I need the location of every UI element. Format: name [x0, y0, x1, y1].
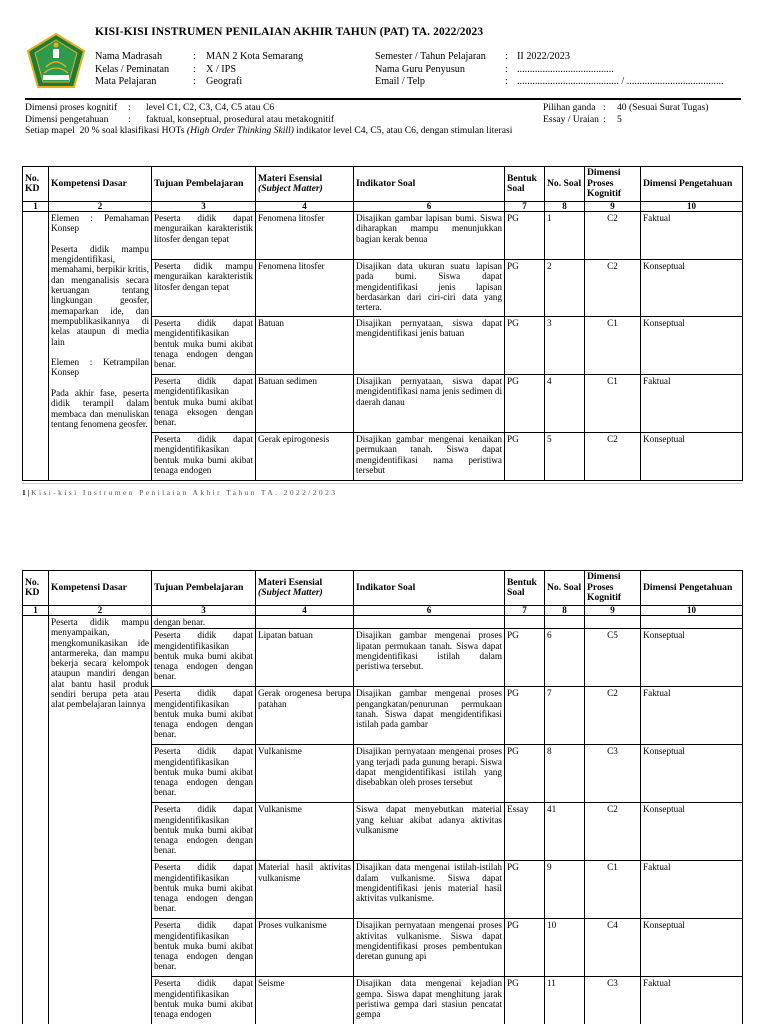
bentuk-cell: Essay	[505, 803, 545, 861]
table-header-row	[23, 571, 743, 606]
materi-cell: Fenomena litosfer	[256, 260, 354, 317]
col-header: No. KD	[23, 571, 49, 606]
pengetahuan-cell: Konseptual	[641, 919, 743, 977]
info-label: Nama Guru Penyusun	[375, 63, 465, 75]
col-header: Indikator Soal	[354, 571, 505, 606]
indikator-cell: Disajikan gambar mengenai kenaikan permukaan tanah. Siswa dapat mengidentifikasi nama peristiwa tersebut	[354, 433, 505, 481]
kognitif-cell: C1	[585, 317, 641, 375]
bentuk-cell: PG	[505, 919, 545, 977]
kognitif-cell: C2	[585, 803, 641, 861]
info-label: Email / Telp	[375, 76, 426, 87]
materi-cell: Vulkanisme	[256, 745, 354, 803]
materi-cell: Gerak orogenesa berupa patahan	[256, 687, 354, 745]
col-header: Tujuan Pembelajaran	[152, 571, 256, 606]
no-soal-cell: 8	[545, 745, 585, 803]
document-title: KISI-KISI INSTRUMEN PENILAIAN AKHIR TAHUN (PAT) TA. 2022/2023	[95, 26, 484, 38]
col-header: Dimensi Proses Kognitif	[585, 571, 641, 606]
hots-text-2: indikator level C4, C5, atau C6, dengan stimulan literasi	[293, 125, 513, 136]
no-soal-cell	[545, 616, 585, 629]
bentuk-cell: PG	[505, 687, 545, 745]
no-soal-cell: 10	[545, 919, 585, 977]
count-value: 5	[617, 113, 622, 125]
count-label: Essay / Uraian	[543, 113, 599, 125]
col-number: 8	[545, 202, 585, 212]
col-header: Kompetensi Dasar	[49, 167, 152, 202]
materi-cell: Material hasil aktivitas vulkanisme	[256, 861, 354, 919]
col-number: 9	[585, 202, 641, 212]
tujuan-cell: dengan benar.	[152, 616, 256, 629]
kompetensi-dasar-cell: Elemen : Pemahaman Konsep Peserta didik mampu mengidentifikasi, memahami, berpikir kritis, dan menganalisis secara keruangan tentang lingkungan geosfer, memaparkan ide, dan mempublikasikannya di kelas ataupun di media lain Elemen : Ketrampilan Konsep Pada akhir fase, peserta didik terampil dalam membaca dan menuliskan tentang fenomena geosfer.	[49, 212, 152, 481]
no-kd-cell	[23, 616, 49, 1024]
tujuan-cell: Peserta didik dapat mengidentifikasikan bentuk muka bumi akibat tenaga endogen dengan benar.	[152, 687, 256, 745]
info-label: Mata Pelajaran	[95, 76, 157, 87]
col-header: Bentuk Soal	[505, 571, 545, 606]
bentuk-cell: PG	[505, 212, 545, 260]
semester-info: Semester / Tahun Pelajaran : II 2022/2023 Nama Guru Penyusun : ...................................... Email / Telp : ........................................ / ......................................	[375, 51, 724, 87]
bentuk-cell: PG	[505, 629, 545, 687]
col-header: No. Soal	[545, 571, 585, 606]
materi-cell: Batuan sedimen	[256, 375, 354, 433]
col-header: Tujuan Pembelajaran	[152, 167, 256, 202]
page-2	[0, 552, 768, 1024]
materi-cell: Vulkanisme	[256, 803, 354, 861]
bentuk-cell: PG	[505, 977, 545, 1024]
pengetahuan-cell: Faktual	[641, 375, 743, 433]
bentuk-cell: PG	[505, 317, 545, 375]
dim-value: faktual, konseptual, prosedural atau metakognitif	[146, 113, 335, 125]
pengetahuan-cell: Faktual	[641, 212, 743, 260]
col-number: 4	[256, 606, 354, 616]
indikator-cell: Disajikan pernyataan, siswa dapat mengidentifikasi nama jenis sedimen di daerah danau	[354, 375, 505, 433]
kisi-kisi-table-1	[22, 166, 743, 481]
table-header-row	[23, 167, 743, 202]
col-number: 3	[152, 202, 256, 212]
count-label: Pilihan ganda	[543, 102, 596, 113]
hots-note	[25, 125, 745, 137]
tujuan-cell: Peserta didik dapat mengidentifikasikan bentuk muka bumi akibat tenaga endogen	[152, 977, 256, 1024]
no-soal-cell: 6	[545, 629, 585, 687]
materi-cell: Proses vulkanisme	[256, 919, 354, 977]
tujuan-cell: Peserta didik dapat mengidentifikasikan bentuk muka bumi akibat tenaga endogen dengan benar.	[152, 861, 256, 919]
indikator-cell: Disajikan data mengenai istilah-istilah dalam vulkanisme. Siswa dapat mengidentifikasi jenis material hasil aktivitas vulkanisme.	[354, 861, 505, 919]
kognitif-cell: C3	[585, 745, 641, 803]
indikator-cell: Disajikan pernyataan mengenai proses aktivitas vulkanisme. Siswa dapat mengidentifikasi proses pembentukan deretan gunung api	[354, 919, 505, 977]
bentuk-cell: PG	[505, 861, 545, 919]
bentuk-cell	[505, 616, 545, 629]
info-label: Kelas / Peminatan	[95, 63, 170, 75]
column-number-row	[23, 606, 743, 616]
info-value: MAN 2 Kota Semarang	[206, 51, 304, 62]
header-divider	[25, 98, 741, 100]
materi-cell: Lipatan batuan	[256, 629, 354, 687]
tujuan-cell: Peserta didik dapat mengidentifikasikan bentuk muka bumi akibat tenaga endogen dengan benar.	[152, 317, 256, 375]
tujuan-cell: Peserta didik dapat mengidentifikasikan bentuk muka bumi akibat tenaga endogen dengan benar.	[152, 629, 256, 687]
pengetahuan-cell	[641, 616, 743, 629]
info-value: X / IPS	[206, 63, 237, 75]
page-gap	[0, 505, 768, 552]
info-value: ......................................	[517, 63, 614, 75]
pengetahuan-cell: Konseptual	[641, 260, 743, 317]
indikator-cell: Disajikan pernyataan mengenai proses yang terjadi pada gunung berapi. Siswa dapat mengidentifikasi istilah yang disebabkan oleh proses tersebut	[354, 745, 505, 803]
no-kd-cell	[23, 212, 49, 481]
no-soal-cell: 7	[545, 687, 585, 745]
bentuk-cell: PG	[505, 260, 545, 317]
col-header-em: (Subject Matter)	[258, 587, 323, 598]
tujuan-cell: Peserta didik dapat mengidentifikasikan bentuk muka bumi akibat tenaga endogen dengan benar.	[152, 919, 256, 977]
page-footer: 1 | Kisi-kisi Instrumen Penilaian Akhir Tahun TA. 2022/2023	[22, 488, 338, 497]
footer-divider	[22, 483, 742, 484]
pengetahuan-cell: Konseptual	[641, 629, 743, 687]
indikator-cell: Disajikan pernyataan, siswa dapat mengidentifikasi jenis batuan	[354, 317, 505, 375]
col-header: Dimensi Pengetahuan	[641, 571, 743, 606]
count-value: 40 (Sesuai Surat Tugas)	[617, 102, 709, 113]
no-soal-cell: 4	[545, 375, 585, 433]
tujuan-cell: Peserta didik dapat mengidentifikasikan bentuk muka bumi akibat tenaga eksogen dengan benar.	[152, 375, 256, 433]
bentuk-cell: PG	[505, 375, 545, 433]
col-number: 4	[256, 202, 354, 212]
info-value: II 2022/2023	[517, 51, 570, 62]
col-number: 9	[585, 606, 641, 616]
bentuk-cell: PG	[505, 433, 545, 481]
col-header-text: Materi Esensial	[258, 576, 323, 588]
kognitif-cell: C1	[585, 861, 641, 919]
materi-cell: Batuan	[256, 317, 354, 375]
kognitif-cell: C2	[585, 433, 641, 481]
col-header: Dimensi Pengetahuan	[641, 167, 743, 202]
pengetahuan-cell: Konseptual	[641, 433, 743, 481]
col-header: Dimensi Proses Kognitif	[585, 167, 641, 202]
dim-label: Dimensi pengetahuan	[25, 113, 109, 125]
kemenag-logo	[26, 33, 86, 89]
col-header: Indikator Soal	[354, 167, 505, 202]
column-number-row	[23, 202, 743, 212]
school-info: Nama Madrasah : MAN 2 Kota Semarang Kelas / Peminatan : X / IPS Mata Pelajaran : Geografi	[95, 51, 304, 87]
indikator-cell: Disajikan gambar mengenai proses lipatan permukaan tanah. Siswa dapat mengidentifikasi istilah dalam peristiwa tersebut.	[354, 629, 505, 687]
indikator-cell: Disajikan data mengenai kejadian gempa. Siswa dapat menghitung jarak peristiwa gempa dari stasiun pencatat gempa	[354, 977, 505, 1024]
kognitif-cell: C2	[585, 260, 641, 317]
question-counts: Pilihan ganda : 40 (Sesuai Surat Tugas) Essay / Uraian : 5	[543, 102, 709, 125]
kognitif-cell: C2	[585, 212, 641, 260]
col-header: No. Soal	[545, 167, 585, 202]
info-label: Nama Madrasah	[95, 51, 163, 62]
col-header	[256, 571, 354, 606]
kognitif-cell: C1	[585, 375, 641, 433]
materi-cell: Seisme	[256, 977, 354, 1024]
table-row	[23, 212, 743, 260]
indikator-cell: Disajikan data ukuran suatu lapisan pada bumi. Siswa dapat mengidentifikasi jenis lapisan berdasarkan dari ciri-ciri data yang tertera.	[354, 260, 505, 317]
tujuan-cell: Peserta didik dapat mengidentifikasikan bentuk muka bumi akibat tenaga endogen	[152, 433, 256, 481]
dimension-notes: Dimensi proses kognitif : level C1, C2, C3, C4, C5 atau C6 Dimensi pengetahuan : faktual, konseptual, prosedural atau metakognitif Setiap mapel 20 % soal klasifikasi HOTs (High Order Thinking Skill) indikator level C4, C5, atau C6, dengan stimulan literasi	[25, 102, 745, 137]
no-soal-cell: 2	[545, 260, 585, 317]
materi-cell: Gerak epirogonesis	[256, 433, 354, 481]
col-number: 10	[641, 606, 743, 616]
col-number: 1	[23, 606, 49, 616]
tujuan-cell: Peserta didik dapat mengidentifikasikan bentuk muka bumi akibat tenaga endogen dengan benar.	[152, 803, 256, 861]
indikator-cell: Disajikan gambar mengenai proses pengangkatan/penurunan permukaan tanah. Siswa dapat mengidentifikasi istilah pada gambar	[354, 687, 505, 745]
col-number: 6	[354, 202, 505, 212]
pengetahuan-cell: Faktual	[641, 861, 743, 919]
col-number: 1	[23, 202, 49, 212]
col-number: 3	[152, 606, 256, 616]
kisi-kisi-table-2	[22, 570, 743, 1024]
col-header: No. KD	[23, 167, 49, 202]
col-number: 7	[505, 202, 545, 212]
dim-value: level C1, C2, C3, C4, C5 atau C6	[146, 102, 275, 113]
page-number: 1	[22, 488, 26, 497]
col-header: Kompetensi Dasar	[49, 571, 152, 606]
col-number: 2	[49, 202, 152, 212]
no-soal-cell: 1	[545, 212, 585, 260]
hots-text: Setiap mapel 20 % soal klasifikasi HOTs	[25, 125, 187, 136]
pengetahuan-cell: Konseptual	[641, 745, 743, 803]
kognitif-cell	[585, 616, 641, 629]
info-value: Geografi	[206, 76, 243, 87]
hots-em: (High Order Thinking Skill)	[186, 125, 294, 136]
no-soal-cell: 11	[545, 977, 585, 1024]
col-header-em: (Subject Matter)	[258, 183, 323, 194]
footer-text: Kisi-kisi Instrumen Penilaian Akhir Tahun TA. 2022/2023	[31, 488, 338, 497]
indikator-cell: Siswa dapat menyebutkan material yang keluar akibat adanya aktivitas vulkanisme	[354, 803, 505, 861]
tujuan-cell: Peserta didik dapat menguraikan karakteristik litosfer dengan tepat	[152, 212, 256, 260]
materi-cell: Fenomena litosfer	[256, 212, 354, 260]
info-value: ........................................ / ......................................	[517, 76, 724, 87]
no-soal-cell: 9	[545, 861, 585, 919]
kognitif-cell: C2	[585, 687, 641, 745]
col-number: 7	[505, 606, 545, 616]
pengetahuan-cell: Konseptual	[641, 317, 743, 375]
info-label: Semester / Tahun Pelajaran	[375, 51, 486, 62]
pengetahuan-cell: Konseptual	[641, 803, 743, 861]
kompetensi-dasar-cell: Peserta didik mampu menyampaikan, mengkomunikasikan ide antarmereka, dan mampu bekerja secara kelompok ataupun mandiri dengan alat bantu hasil produk sendiri berupa peta atau alat pembelajaran lainnya	[49, 616, 152, 1024]
pengetahuan-cell: Faktual	[641, 687, 743, 745]
col-header	[256, 167, 354, 202]
tujuan-cell: Peserta didik dapat mengidentifikasikan bentuk muka bumi akibat tenaga endogen dengan benar.	[152, 745, 256, 803]
no-soal-cell: 41	[545, 803, 585, 861]
materi-cell	[256, 616, 354, 629]
page-1	[0, 0, 768, 505]
dim-label: Dimensi proses kognitif	[25, 102, 118, 113]
kognitif-cell: C4	[585, 919, 641, 977]
col-header: Bentuk Soal	[505, 167, 545, 202]
col-number: 2	[49, 606, 152, 616]
kognitif-cell: C5	[585, 629, 641, 687]
no-soal-cell: 5	[545, 433, 585, 481]
bentuk-cell: PG	[505, 745, 545, 803]
col-number: 6	[354, 606, 505, 616]
tujuan-cell: Peserta didik mampu menguraikan karakteristik litosfer dengan tepat	[152, 260, 256, 317]
indikator-cell: Disajikan gambar lapisan bumi. Siswa diharapkan mampu menunjukkan bagian kerak benua	[354, 212, 505, 260]
col-number: 10	[641, 202, 743, 212]
no-soal-cell: 3	[545, 317, 585, 375]
col-number: 8	[545, 606, 585, 616]
col-header-text: Materi Esensial	[258, 172, 323, 184]
pengetahuan-cell: Faktual	[641, 977, 743, 1024]
indikator-cell	[354, 616, 505, 629]
continuation-row	[23, 616, 743, 629]
kognitif-cell: C3	[585, 977, 641, 1024]
